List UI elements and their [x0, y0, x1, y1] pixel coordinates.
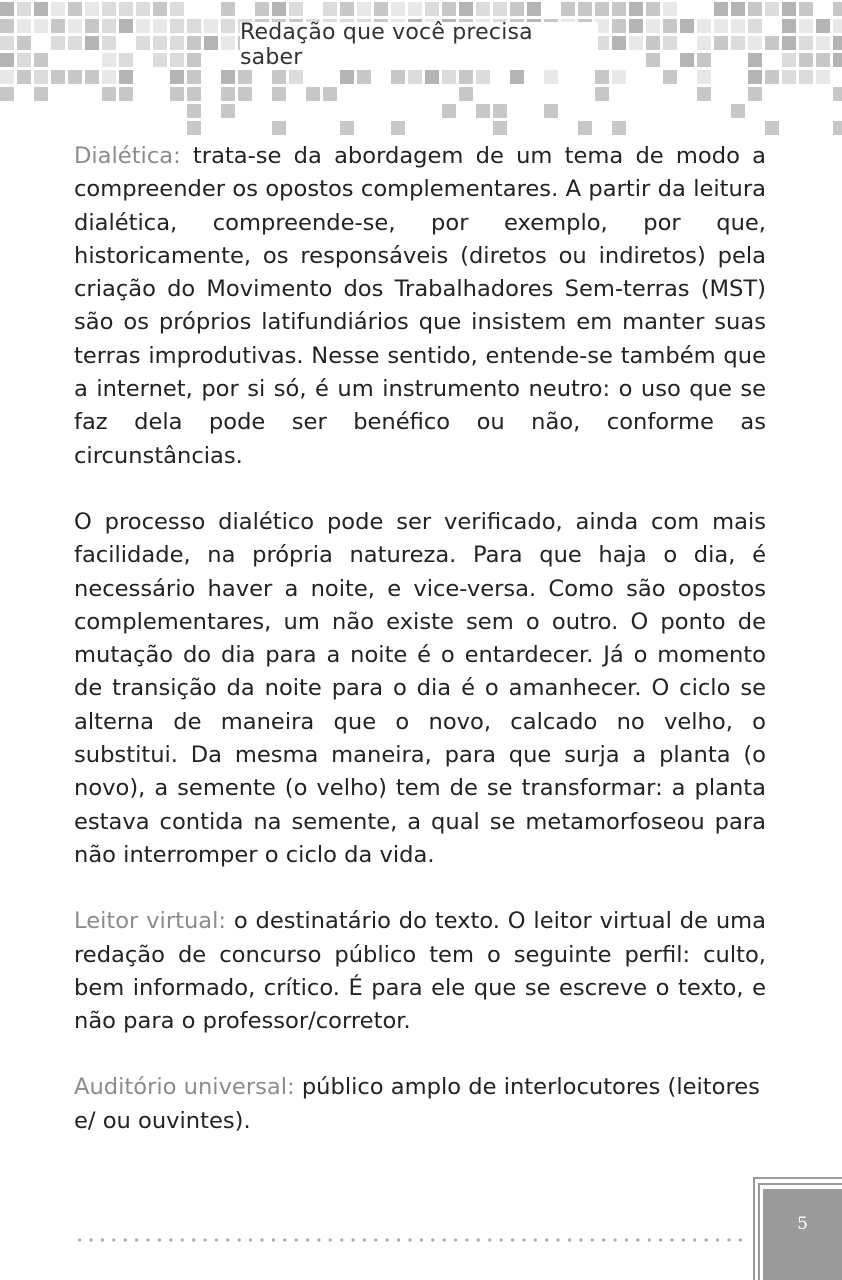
mosaic-tile [833, 19, 842, 33]
definition-leitor-virtual: o destinatário do texto. O leitor virtual de uma redação de concurso público tem o seguinte perfil: culto, bem informado, crítico. É para ele que se escreve o texto, e não para o professor/corretor. [74, 908, 766, 1035]
mosaic-tile [493, 121, 507, 135]
mosaic-tile [221, 104, 235, 118]
mosaic-tile [187, 87, 201, 101]
mosaic-tile [0, 53, 14, 67]
mosaic-tile [323, 87, 337, 101]
mosaic-tile [85, 70, 99, 84]
mosaic-tile [0, 19, 14, 33]
mosaic-tile [34, 53, 48, 67]
mosaic-tile [731, 36, 745, 50]
mosaic-tile [799, 53, 813, 67]
mosaic-tile [476, 104, 490, 118]
term-dialetica: Dialética: [74, 143, 181, 169]
mosaic-tile [578, 2, 592, 16]
mosaic-tile [119, 70, 133, 84]
mosaic-tile [340, 70, 354, 84]
mosaic-tile [0, 2, 14, 16]
mosaic-tile [255, 2, 269, 16]
mosaic-tile [697, 19, 711, 33]
mosaic-tile [595, 70, 609, 84]
mosaic-tile [663, 70, 677, 84]
mosaic-tile [238, 87, 252, 101]
mosaic-tile [187, 104, 201, 118]
mosaic-tile [612, 121, 626, 135]
mosaic-tile [85, 2, 99, 16]
mosaic-tile [765, 36, 779, 50]
mosaic-tile [833, 87, 842, 101]
mosaic-tile [748, 2, 762, 16]
mosaic-tile [102, 87, 116, 101]
mosaic-tile [0, 36, 14, 50]
mosaic-tile [833, 36, 842, 50]
mosaic-tile [833, 2, 842, 16]
mosaic-tile [782, 70, 796, 84]
mosaic-tile [170, 36, 184, 50]
mosaic-tile [17, 70, 31, 84]
mosaic-tile [442, 2, 456, 16]
mosaic-tile [34, 19, 48, 33]
page-number: 5 [763, 1189, 842, 1280]
mosaic-tile [459, 2, 473, 16]
mosaic-tile [51, 70, 65, 84]
mosaic-tile [272, 121, 286, 135]
mosaic-tile [425, 2, 439, 16]
mosaic-tile [272, 2, 286, 16]
mosaic-tile [374, 2, 388, 16]
mosaic-tile [153, 53, 167, 67]
mosaic-tile [595, 87, 609, 101]
mosaic-tile [119, 2, 133, 16]
mosaic-tile [425, 70, 439, 84]
page-number-box [745, 1177, 842, 1280]
mosaic-tile [527, 2, 541, 16]
mosaic-tile [680, 19, 694, 33]
mosaic-tile [136, 36, 150, 50]
header-mosaic-band [0, 0, 842, 140]
mosaic-tile [221, 2, 235, 16]
mosaic-tile [816, 36, 830, 50]
mosaic-tile [544, 104, 558, 118]
mosaic-tile [765, 70, 779, 84]
mosaic-tile [612, 36, 626, 50]
mosaic-tile [238, 70, 252, 84]
mosaic-tile [289, 70, 303, 84]
mosaic-tile [629, 2, 643, 16]
mosaic-tile [816, 53, 830, 67]
mosaic-tile [153, 36, 167, 50]
mosaic-tile [442, 70, 456, 84]
mosaic-tile [391, 121, 405, 135]
term-leitor-virtual: Leitor virtual: [74, 908, 227, 935]
mosaic-tile [221, 36, 235, 50]
mosaic-tile [765, 2, 779, 16]
mosaic-tile [816, 70, 830, 84]
mosaic-tile [221, 70, 235, 84]
mosaic-tile [170, 2, 184, 16]
mosaic-tile [204, 19, 218, 33]
mosaic-tile [561, 2, 575, 16]
mosaic-tile [714, 36, 728, 50]
mosaic-tile [782, 53, 796, 67]
mosaic-tile [493, 2, 507, 16]
mosaic-tile [391, 70, 405, 84]
mosaic-tile [408, 70, 422, 84]
mosaic-tile [119, 87, 133, 101]
mosaic-tile [629, 19, 643, 33]
mosaic-tile [459, 87, 473, 101]
mosaic-tile [646, 2, 660, 16]
mosaic-tile [187, 53, 201, 67]
mosaic-tile [697, 87, 711, 101]
paragraph-leitor-virtual [74, 905, 766, 1038]
mosaic-tile [170, 70, 184, 84]
paragraph-processo-dialetico [74, 506, 766, 872]
term-auditorio-universal: Auditório universal: [74, 1074, 295, 1101]
mosaic-tile [748, 70, 762, 84]
mosaic-tile [119, 53, 133, 67]
mosaic-tile [68, 70, 82, 84]
mosaic-tile [663, 19, 677, 33]
mosaic-tile [748, 19, 762, 33]
mosaic-tile [153, 2, 167, 16]
running-header-title: Redação que você precisa saber [240, 22, 598, 68]
mosaic-tile [17, 36, 31, 50]
mosaic-tile [612, 19, 626, 33]
mosaic-tile [782, 19, 796, 33]
mosaic-tile [510, 2, 524, 16]
mosaic-tile [357, 2, 371, 16]
mosaic-tile [510, 70, 524, 84]
mosaic-tile [408, 2, 422, 16]
mosaic-tile [306, 87, 320, 101]
mosaic-tile [833, 121, 842, 135]
mosaic-tile [765, 121, 779, 135]
mosaic-tile [34, 87, 48, 101]
mosaic-tile [799, 36, 813, 50]
mosaic-tile [136, 19, 150, 33]
mosaic-tile [170, 19, 184, 33]
mosaic-tile [748, 87, 762, 101]
mosaic-tile [119, 19, 133, 33]
mosaic-tile [170, 87, 184, 101]
mosaic-tile [748, 53, 762, 67]
mosaic-tile [102, 36, 116, 50]
definition-auditorio-universal: público amplo de interlocutores (leitores e/ ou ouvintes). [74, 1074, 760, 1134]
footer-dotted-rule [74, 1238, 742, 1242]
mosaic-tile [612, 2, 626, 16]
mosaic-tile [323, 2, 337, 16]
mosaic-tile [476, 70, 490, 84]
mosaic-tile [34, 70, 48, 84]
mosaic-tile [272, 70, 286, 84]
mosaic-tile [663, 36, 677, 50]
mosaic-tile [782, 2, 796, 16]
mosaic-tile [221, 19, 235, 33]
mosaic-tile [68, 2, 82, 16]
mosaic-tile [578, 121, 592, 135]
paragraph-auditorio-universal [74, 1071, 766, 1138]
mosaic-tile [731, 104, 745, 118]
mosaic-tile [34, 2, 48, 16]
mosaic-tile [799, 2, 813, 16]
mosaic-tile [187, 70, 201, 84]
mosaic-tile [85, 36, 99, 50]
paragraph-dialetica [74, 140, 766, 473]
mosaic-tile [187, 36, 201, 50]
mosaic-tile [85, 19, 99, 33]
mosaic-tile [799, 70, 813, 84]
mosaic-tile [731, 19, 745, 33]
mosaic-tile [272, 87, 286, 101]
mosaic-tile [68, 36, 82, 50]
definition-dialetica: trata-se da abordagem de um tema de modo a compreender os opostos complementares. A partir da leitura dialética, compreende-se, por exemplo, por que, historicamente, os responsáveis (diretos ou indiretos) pela criação do Movimento dos Trabalhadores Sem-terras (MST) são os próprios latifundiários que insistem em manter suas terras improdutivas. Nesse sentido, entende-se também que a internet, por si só, é um instrumento neutro: o uso que se faz dela pode ser benéfico ou não, conforme as circunstâncias. [74, 143, 766, 469]
mosaic-tile [646, 19, 660, 33]
mosaic-tile [357, 70, 371, 84]
mosaic-tile [544, 70, 558, 84]
mosaic-tile [799, 19, 813, 33]
mosaic-tile [476, 2, 490, 16]
mosaic-tile [595, 2, 609, 16]
paragraph-processo-dialetico-text: O processo dialético pode ser verificado, ainda com mais facilidade, na própria natureza. Para que haja o dia, é necessário haver a noite, e vice-versa. Como são opostos complementares, um não existe sem o outro. O ponto de mutação do dia para a noite é o entardecer. Já o momento de transição da noite para o dia é o amanhecer. O ciclo se alterna de maneira que o novo, calcado no velho, o substitui. Da mesma maneira, para que surja a planta (o novo), a semente (o velho) tem de se transformar: a planta estava contida na semente, a qual se metamorfoseou para não interromper o ciclo da vida. [74, 508, 766, 868]
mosaic-tile [0, 70, 14, 84]
mosaic-tile [714, 19, 728, 33]
mosaic-tile [51, 19, 65, 33]
mosaic-tile [340, 121, 354, 135]
mosaic-tile [170, 53, 184, 67]
mosaic-tile [340, 2, 354, 16]
mosaic-tile [17, 19, 31, 33]
mosaic-tile [221, 87, 235, 101]
mosaic-tile [102, 70, 116, 84]
mosaic-tile [102, 19, 116, 33]
mosaic-tile [102, 53, 116, 67]
mosaic-tile [68, 19, 82, 33]
mosaic-tile [289, 2, 303, 16]
mosaic-tile [731, 2, 745, 16]
mosaic-tile [697, 70, 711, 84]
mosaic-tile [391, 2, 405, 16]
mosaic-tile [748, 36, 762, 50]
mosaic-tile [646, 53, 660, 67]
mosaic-tile [17, 2, 31, 16]
mosaic-tile [833, 53, 842, 67]
mosaic-tile [153, 19, 167, 33]
mosaic-tile [697, 36, 711, 50]
mosaic-tile [663, 2, 677, 16]
mosaic-tile [714, 2, 728, 16]
mosaic-tile [187, 19, 201, 33]
mosaic-tile [187, 121, 201, 135]
mosaic-tile [680, 53, 694, 67]
mosaic-tile [697, 53, 711, 67]
mosaic-tile [459, 70, 473, 84]
mosaic-tile [646, 36, 660, 50]
mosaic-tile [442, 104, 456, 118]
mosaic-tile [51, 2, 65, 16]
mosaic-tile [204, 36, 218, 50]
mosaic-tile [136, 2, 150, 16]
mosaic-tile [629, 36, 643, 50]
mosaic-tile [612, 70, 626, 84]
mosaic-tile [0, 87, 14, 101]
mosaic-tile [17, 53, 31, 67]
body-text [74, 140, 766, 1171]
mosaic-tile [782, 36, 796, 50]
mosaic-tile [51, 36, 65, 50]
mosaic-tile [816, 19, 830, 33]
mosaic-tile [493, 104, 507, 118]
mosaic-tile [102, 2, 116, 16]
